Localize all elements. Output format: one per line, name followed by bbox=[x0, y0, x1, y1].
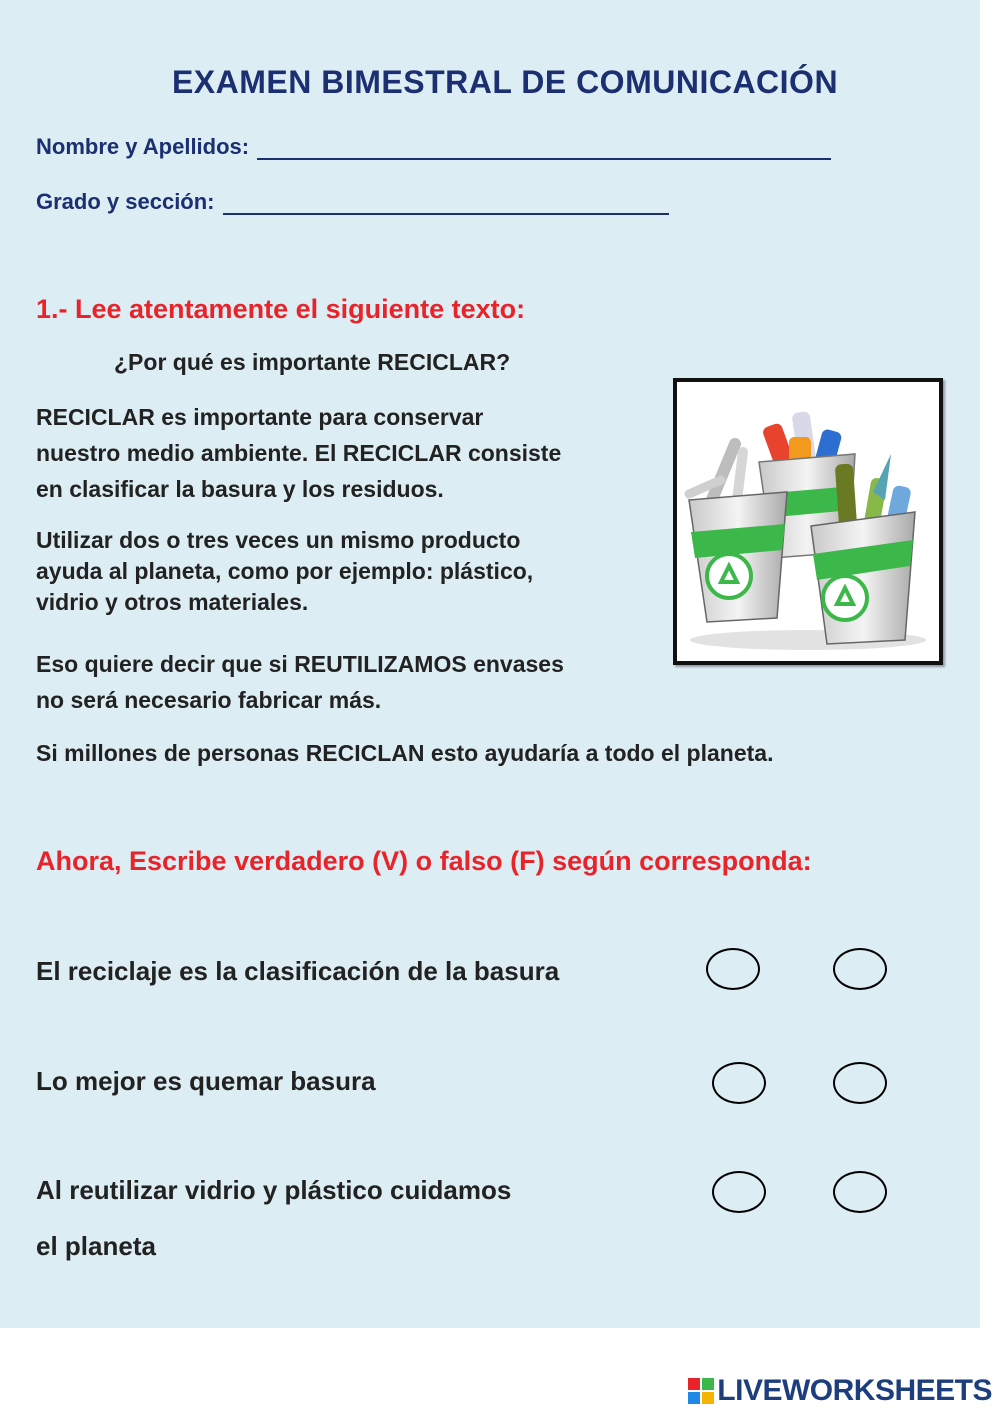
paragraph-4 bbox=[36, 735, 773, 771]
name-input-line[interactable] bbox=[257, 138, 831, 160]
paragraph-line: ayuda al planeta, como por ejemplo: plástico, bbox=[36, 558, 534, 584]
name-label: Nombre y Apellidos: bbox=[36, 134, 250, 159]
grade-input-line[interactable] bbox=[223, 193, 669, 215]
recycling-bins-illustration bbox=[677, 382, 939, 661]
paragraph-3 bbox=[36, 646, 564, 718]
name-field bbox=[36, 134, 831, 160]
false-answer-circle-3[interactable] bbox=[833, 1171, 887, 1213]
paragraph-line: no será necesario fabricar más. bbox=[36, 687, 382, 713]
liveworksheets-logo bbox=[688, 1374, 992, 1408]
paragraph-line: Si millones de personas RECICLAN esto ayudaría a todo el planeta. bbox=[36, 740, 774, 766]
paragraph-1 bbox=[36, 399, 561, 507]
reading-subtitle: ¿Por qué es importante RECICLAR? bbox=[114, 349, 511, 375]
liveworksheets-logo-icon bbox=[688, 1378, 714, 1404]
paragraph-line: RECICLAR es importante para conservar bbox=[36, 404, 484, 430]
statement-3 bbox=[36, 1162, 511, 1274]
statement-text: El reciclaje es la clasificación de la basura bbox=[36, 956, 560, 986]
statement-2 bbox=[36, 1053, 376, 1109]
paragraph-2 bbox=[36, 525, 533, 618]
statement-text: Lo mejor es quemar basura bbox=[36, 1066, 376, 1096]
statement-text: Al reutilizar vidrio y plástico cuidamos bbox=[36, 1175, 512, 1205]
true-answer-circle-3[interactable] bbox=[712, 1171, 766, 1213]
paragraph-line: en clasificar la basura y los residuos. bbox=[36, 476, 444, 502]
false-answer-circle-2[interactable] bbox=[833, 1062, 887, 1104]
grade-label: Grado y sección: bbox=[36, 189, 215, 214]
paragraph-line: vidrio y otros materiales. bbox=[36, 589, 309, 615]
statement-text: el planeta bbox=[36, 1231, 156, 1261]
quiz-instruction: Ahora, Escribe verdadero (V) o falso (F) según corresponda: bbox=[36, 846, 812, 876]
statement-1 bbox=[36, 943, 559, 999]
paragraph-line: Utilizar dos o tres veces un mismo producto bbox=[36, 527, 521, 553]
paragraph-line: nuestro medio ambiente. El RECICLAR consiste bbox=[36, 440, 562, 466]
false-answer-circle-1[interactable] bbox=[833, 948, 887, 990]
recycling-bins-image bbox=[673, 378, 943, 665]
reading-instruction: 1.- Lee atentamente el siguiente texto: bbox=[36, 294, 526, 324]
true-answer-circle-1[interactable] bbox=[706, 948, 760, 990]
grade-field bbox=[36, 189, 669, 215]
page-title: EXAMEN BIMESTRAL DE COMUNICACIÓN bbox=[171, 64, 839, 100]
true-answer-circle-2[interactable] bbox=[712, 1062, 766, 1104]
paragraph-line: Eso quiere decir que si REUTILIZAMOS envases bbox=[36, 651, 564, 677]
logo-text: LIVEWORKSHEETS bbox=[717, 1374, 992, 1407]
